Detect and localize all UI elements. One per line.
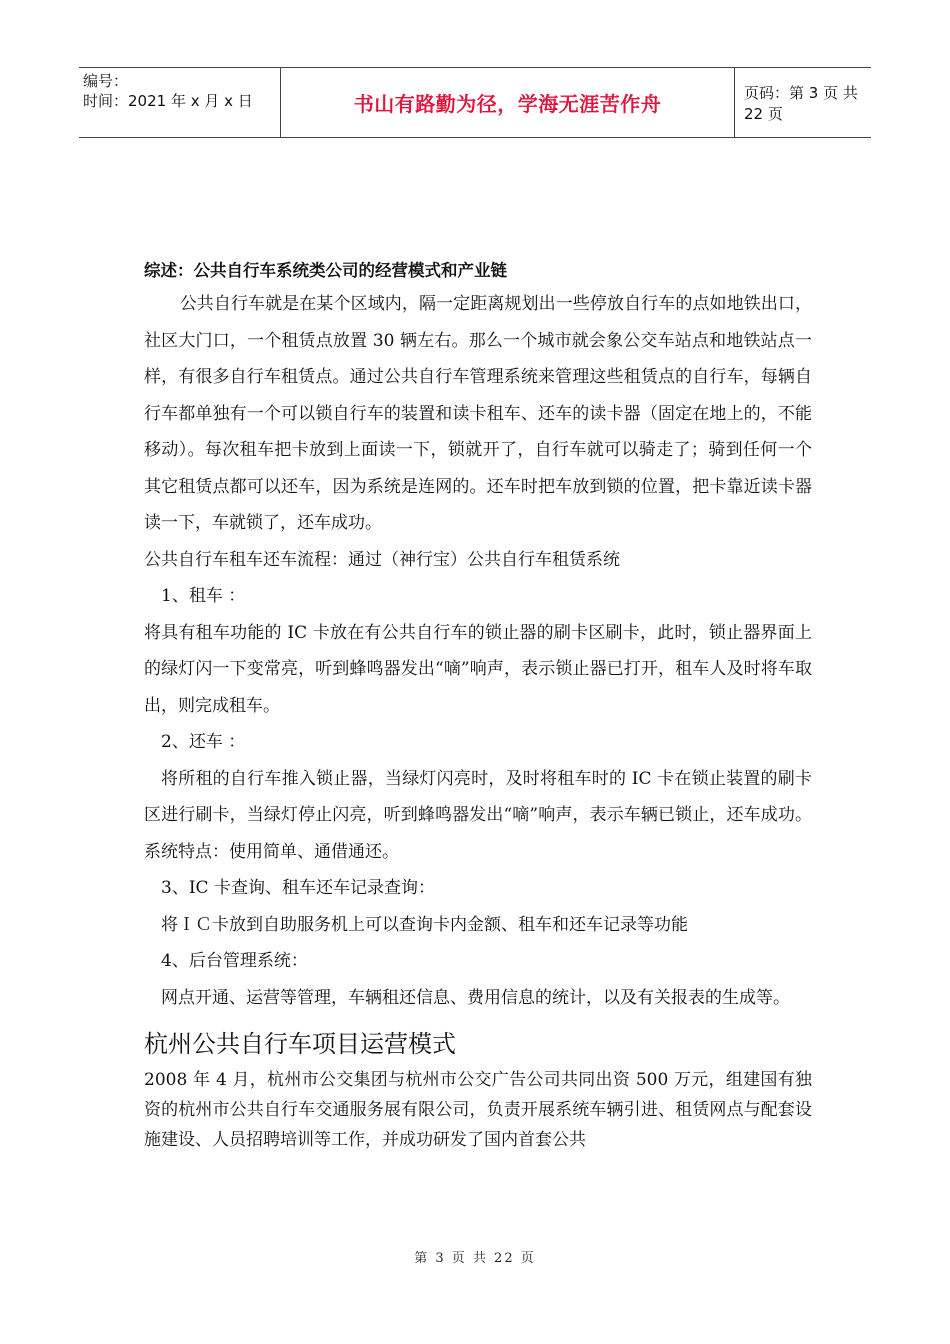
step3-text: 将ＩＣ卡放到自助服务机上可以查询卡内金额、租车和还车记录等功能 [161,914,688,935]
step4-text: 网点开通、运营等管理，车辆租还信息、费用信息的统计，以及有关报表的生成等。 [161,987,790,1008]
step2-title: 2、还车 ： [161,732,246,752]
header-motto-cell [280,68,735,137]
step3-title: 3、IC 卡查询、租车还车记录查询： [161,878,435,898]
flow-title: 公共自行车租车还车流程：通过（神行宝）公共自行车租赁系统 [144,549,620,570]
document-header [79,67,871,138]
step4-title: 4、后台管理系统： [161,951,308,971]
hangzhou-heading: 杭州公共自行车项目运营模式 [144,1030,456,1058]
intro-paragraph: 公共自行车就是在某个区域内，隔一定距离规划出一些停放自行车的点如地铁出口，社区大门口，一个租赁点放置 30 辆左右。那么一个城市就会象公交车站点和地铁站点一样，有很多自行车租赁点。通过公共自行车管理系统来管理这些租赁点的自行车，每辆自行车都单独有一个可以锁自行车的装置和读卡租车、还车的读卡器（固定在地上的，不能移动）。每次租车把卡放到上面读一下，锁就开了，自行车就可以骑走了；骑到任何一个其它租赁点都可以还车，因为系统是连网的。还车时把车放到锁的位置，把卡靠近读卡器读一下，车就锁了，还车成功。 [144,294,812,533]
step1-title: 1、租车 ： [161,586,246,606]
header-page-info: 页码：第 3 页 共 22 页 [744,83,858,123]
header-meta [79,68,284,137]
hangzhou-paragraph: 2008 年 4 月，杭州市公交集团与杭州市公交广告公司共同出资 500 万元，组建国有独资的杭州市公共自行车交通服务展有限公司，负责开展系统车辆引进、租赁网点与配套设施建设、人员招聘培训等工作，并成功研发了国内首套公共 [144,1070,812,1150]
page-footer: 第 3 页 共 22 页 [414,1251,536,1266]
document-date: 时间：2021 年 x 月 x 日 [83,92,253,110]
section-title: 综述：公共自行车系统类公司的经营模式和产业链 [144,261,507,280]
header-motto: 书山有路勤为径，学海无涯苦作舟 [353,92,662,116]
step1-text: 将具有租车功能的 IC 卡放在有公共自行车的锁止器的刷卡区刷卡，此时，锁止器界面上的绿灯闪一下变常亮，听到蜂鸣器发出“嘀”响声，表示锁止器已打开，租车人及时将车取出，则完成租车。 [144,622,812,716]
step2-text: 将所租的自行车推入锁止器，当绿灯闪亮时，及时将租车时的 IC 卡在锁止装置的刷卡区进行刷卡，当绿灯停止闪亮，听到蜂鸣器发出“嘀”响声，表示车辆已锁止，还车成功。系统特点：使用简单、通借通还。 [144,768,812,862]
document-number-label: 编号： [83,72,129,90]
document-body [144,258,812,1155]
